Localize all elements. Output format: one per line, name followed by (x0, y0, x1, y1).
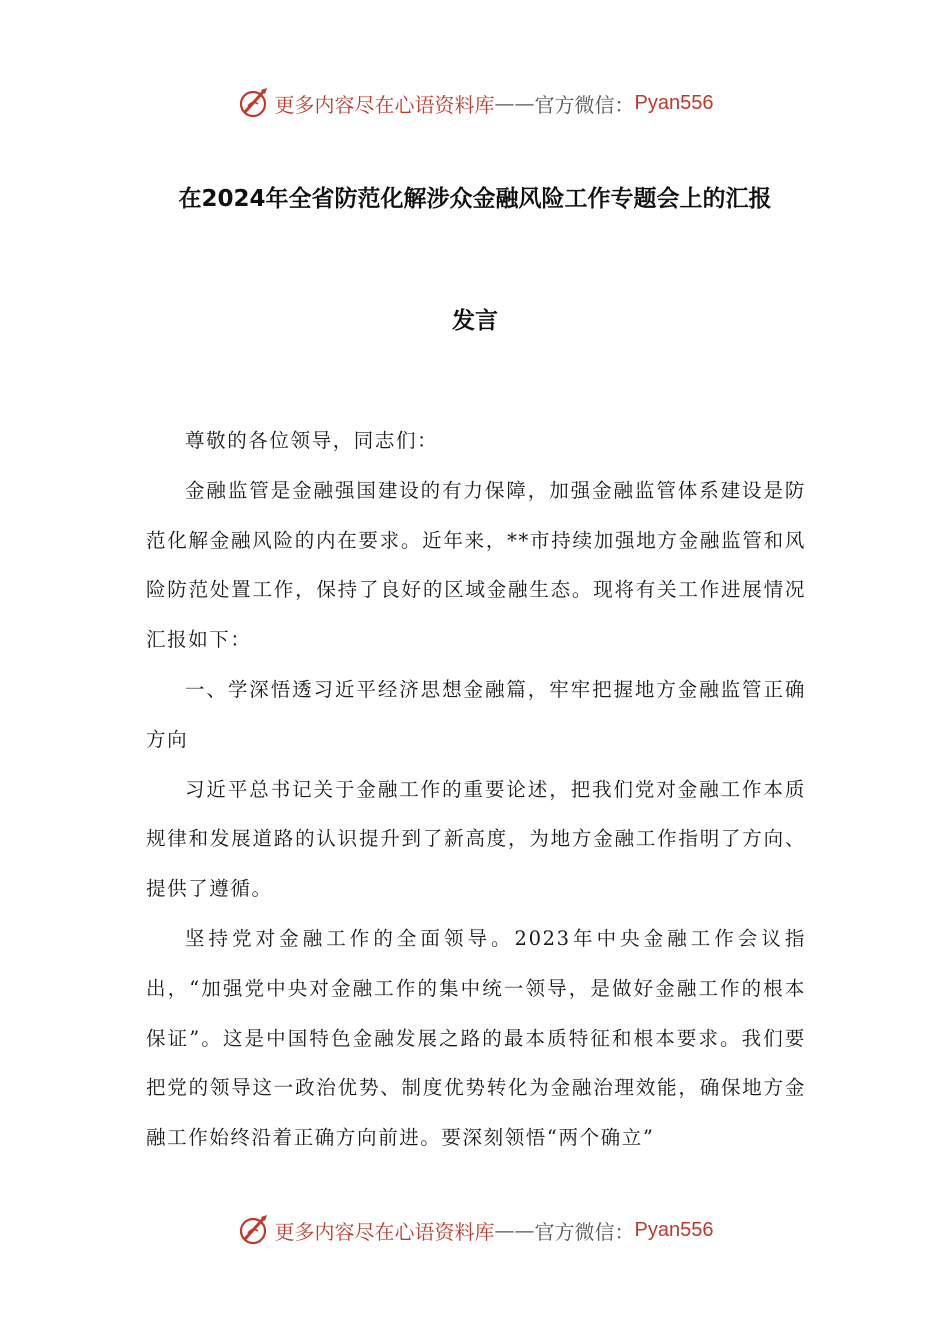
banner-wechat-id: Pyan556 (634, 1218, 714, 1241)
document-title-line-1: 在2024年全省防范化解涉众金融风险工作专题会上的汇报 (178, 186, 772, 212)
banner-wechat-id: Pyan556 (634, 91, 714, 114)
body-paragraph: 坚持党对金融工作的全面领导。2023年中央金融工作会议指出，“加强党中央对金融工作的集中统一领导，是做好金融工作的根本保证”。这是中国特色金融发展之路的最本质特征和根本要求。我们要把党的领导这一政治优势、制度优势转化为金融治理效能，确保地方金融工作始终沿着正确方向前进。要深刻领悟“两个确立” (146, 926, 806, 1150)
bottom-watermark-banner (0, 1210, 950, 1250)
document-title-line-2: 发言 (452, 308, 498, 334)
body-paragraph: 金融监管是金融强国建设的有力保障，加强金融监管体系建设是防范化解金融风险的内在要求。近年来，**市持续加强地方金融监管和风险防范处置工作，保持了良好的区域金融生态。现将有关工作进展情况汇报如下： (146, 478, 806, 652)
banner-wechat-label: 官方微信： (534, 1219, 635, 1244)
pen-circle-logo-icon (237, 1213, 271, 1247)
banner-dash: —— (494, 91, 535, 115)
banner-wechat-label: 官方微信： (534, 92, 635, 117)
salutation: 尊敬的各位领导，同志们： (185, 429, 439, 452)
top-watermark-banner (0, 83, 950, 123)
banner-site-text: 更多内容尽在心语资料库 (274, 92, 495, 117)
banner-site-text: 更多内容尽在心语资料库 (274, 1219, 495, 1244)
section-heading: 一、学深悟透习近平经济思想金融篇，牢牢把握地方金融监管正确方向 (146, 677, 806, 751)
document-body (146, 416, 806, 1163)
banner-dash: —— (494, 1218, 535, 1242)
body-paragraph: 习近平总书记关于金融工作的重要论述，把我们党对金融工作本质规律和发展道路的认识提升到了新高度，为地方金融工作指明了方向、提供了遵循。 (146, 777, 806, 901)
pen-circle-logo-icon (237, 86, 271, 120)
